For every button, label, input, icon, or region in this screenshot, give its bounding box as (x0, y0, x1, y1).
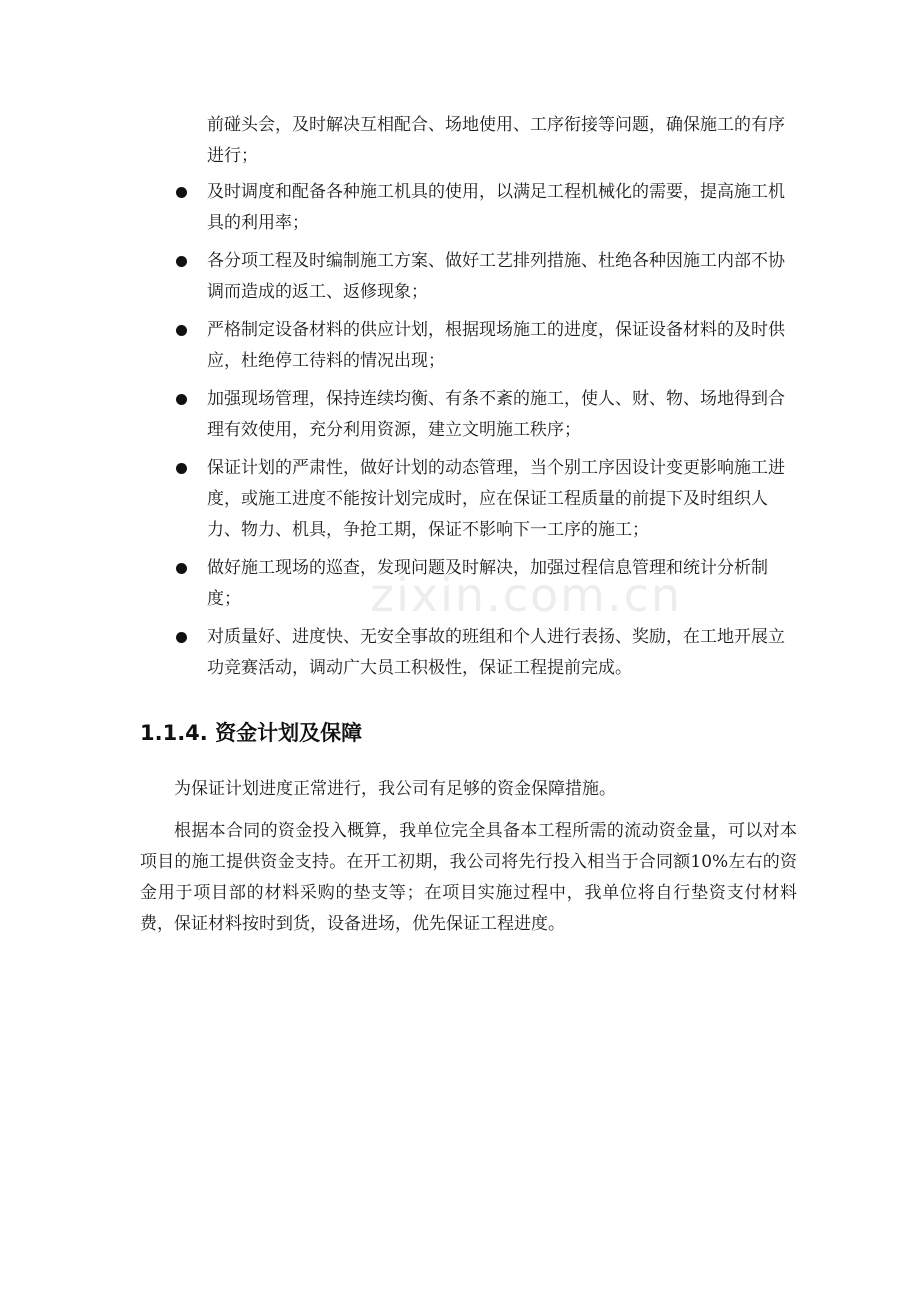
list-item-text: 做好施工现场的巡查，发现问题及时解决，加强过程信息管理和统计分析制度； (207, 558, 768, 609)
list-item-text: 及时调度和配备各种施工机具的使用，以满足工程机械化的需要，提高施工机具的利用率； (207, 182, 785, 233)
body-paragraph: 根据本合同的资金投入概算，我单位完全具备本工程所需的流动资金量，可以对本项目的施工提供资金支持。在开工初期，我公司将先行投入相当于合同额10%左右的资金用于项目部的材料采购的垫支等；在项目实施过程中，我单位将自行垫资支付材料费，保证材料按时到货，设备进场，优先保证工程进度。 (140, 821, 797, 934)
list-item (172, 622, 797, 684)
list-item (172, 246, 797, 308)
list-item (172, 453, 797, 546)
bullet-icon (172, 553, 207, 584)
body-paragraph: 为保证计划进度正常进行，我公司有足够的资金保障措施。 (174, 779, 616, 799)
section-heading: 1.1.4. 资金计划及保障 (140, 721, 363, 745)
bullet-icon (172, 622, 207, 653)
list-item (172, 384, 797, 446)
list-item (172, 177, 797, 239)
list-item (172, 553, 797, 615)
bullet-icon (172, 384, 207, 415)
list-item-text: 对质量好、进度快、无安全事故的班组和个人进行表扬、奖励，在工地开展立功竞赛活动，调动广大员工积极性，保证工程提前完成。 (207, 627, 785, 678)
list-item (172, 315, 797, 377)
list-item-text: 加强现场管理，保持连续均衡、有条不紊的施工，使人、财、物、场地得到合理有效使用，充分利用资源，建立文明施工秩序； (207, 389, 785, 440)
list-item-text: 保证计划的严肃性，做好计划的动态管理，当个别工序因设计变更影响施工进度，或施工进度不能按计划完成时，应在保证工程质量的前提下及时组织人力、物力、机具，争抢工期，保证不影响下一工序的施工； (207, 458, 785, 540)
list-item-text: 各分项工程及时编制施工方案、做好工艺排列措施、杜绝各种因施工内部不协调而造成的返工、返修现象； (207, 251, 785, 302)
list-item-text: 严格制定设备材料的供应计划，根据现场施工的进度，保证设备材料的及时供应，杜绝停工待料的情况出现； (207, 320, 785, 371)
continued-bullet-text: 前碰头会，及时解决互相配合、场地使用、工序衔接等问题，确保施工的有序进行； (207, 115, 785, 166)
watermark: zixin.com.cn (370, 568, 683, 622)
bullet-list (172, 177, 797, 691)
bullet-icon (172, 177, 207, 208)
bullet-icon (172, 246, 207, 277)
bullet-icon (172, 453, 207, 484)
bullet-icon (172, 315, 207, 346)
